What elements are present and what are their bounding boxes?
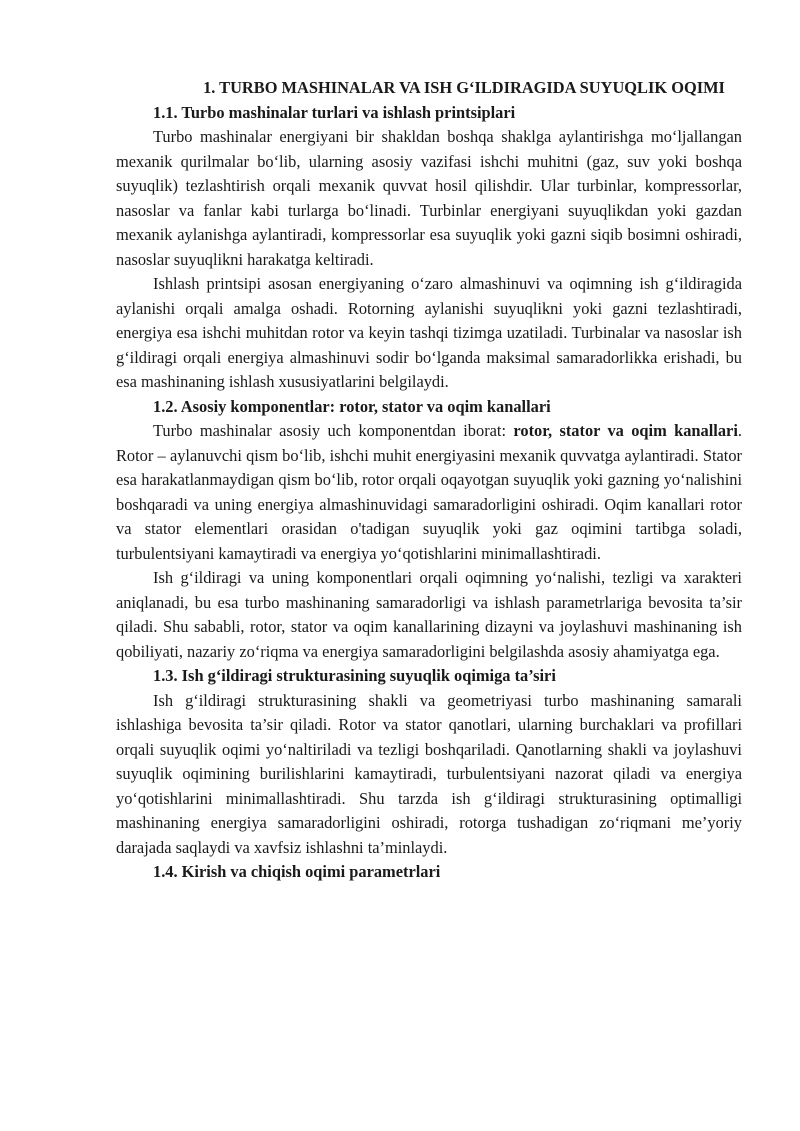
paragraph: Ishlash printsipi asosan energiyaning o‘zaro almashinuvi va oqimning ish g‘ildiragida aylanishi orqali amalga oshadi. Rotorning aylanishi suyuqlikni yoki gazni tezlashtiradi, energiya esa ishchi muhitdan rotor va keyin tashqi tizimga uzatiladi. Turbinalar va nasoslar ish g‘ildiragi orqali energiya almashinuvi sodir bo‘lganda maksimal samaradorlikka erishadi, bu esa mashinaning ishlash xususiyatlarini belgilaydi. xyxy=(116,274,742,391)
section-heading-1-2: 1.2. Asosiy komponentlar: rotor, stator va oqim kanallari xyxy=(153,396,551,416)
bold-phrase: rotor, stator va oqim kanallari xyxy=(513,421,738,440)
paragraph: Turbo mashinalar energiyani bir shakldan boshqa shaklga aylantirishga mo‘ljallangan mexanik qurilmalar bo‘lib, ularning asosiy vazifasi ishchi muhitni (gaz, suv yoki boshqa suyuqlik) tezlashtirish orqali mexanik quvvat hosil qilishdir. Ular turbinlar, kompressorlar, nasoslar va fanlar kabi turlarga bo‘linadi. Turbinlar energiyani suyuqlikdan yoki gazdan mexanik aylanishga aylantiradi, kompressorlar esa suyuqlik yoki gazni siqib bosimni oshiradi, nasoslar suyuqlikni harakatga keltiradi. xyxy=(116,127,742,269)
section-heading-1-4: 1.4. Kirish va chiqish oqimi parametrlari xyxy=(153,862,441,881)
paragraph-text: . Rotor – aylanuvchi qism bo‘lib, ishchi muhit energiyasini mexanik quvvatga aylantiradi. Stator esa harakatlanmaydigan qism bo‘lib, rotor orqali oqayotgan suyuqlik yoki gazning yo‘nalishini boshqaradi va uning energiya almashinuvidagi samaradorligini oshiradi. Oqim kanallari rotor va stator elementlari orasidan o'tadigan suyuqlik yoki gaz oqimini tartibga soladi, turbulentsiyani kamaytiradi va energiya yo‘qotishlarini minimallashtiradi. xyxy=(116,421,742,563)
paragraph: Ish g‘ildiragi strukturasining shakli va geometriyasi turbo mashinaning samarali ishlashiga bevosita ta’sir qiladi. Rotor va stator qanotlari, ularning burchaklari va profillari orqali suyuqlik oqimi yo‘naltiriladi va tezligi boshqariladi. Qanotlarning shakli va joylashuvi suyuqlik oqimining burilishlarini kamaytiradi, turbulentsiyani nazorat qiladi va energiya yo‘qotishlarini minimallashtiradi. Shu tarzda ish g‘ildiragi strukturasining optimalligi mashinaning energiya samaradorligini oshiradi, rotorga tushadigan zo‘riqmani me’yoriy darajada saqlaydi va xavfsiz ishlashni ta’minlaydi. xyxy=(116,690,742,857)
paragraph xyxy=(116,419,742,566)
paragraph: Ish g‘ildiragi va uning komponentlari orqali oqimning yo‘nalishi, tezligi va xarakteri aniqlanadi, bu esa turbo mashinaning samaradorligi va ishlash parametrlariga bevosita ta’sir qiladi. Shu sababli, rotor, stator va oqim kanallarining dizayni va joylashuvi mashinaning ish qobiliyati, nazariy zo‘riqma va energiya samaradorligini belgilashda asosiy ahamiyatga ega. xyxy=(116,568,742,661)
section-heading-1-1: 1.1. Turbo mashinalar turlari va ishlash printsiplari xyxy=(153,102,516,122)
paragraph-text: Turbo mashinalar asosiy uch komponentdan iborat: xyxy=(153,421,514,440)
document-body xyxy=(116,76,742,885)
section-heading-1-3: 1.3. Ish g‘ildiragi strukturasining suyuqlik oqimiga ta’siri xyxy=(153,666,556,685)
document-title: 1. TURBO MASHINALAR VA ISH G‘ILDIRAGIDA SUYUQLIK OQIMI xyxy=(203,78,725,97)
